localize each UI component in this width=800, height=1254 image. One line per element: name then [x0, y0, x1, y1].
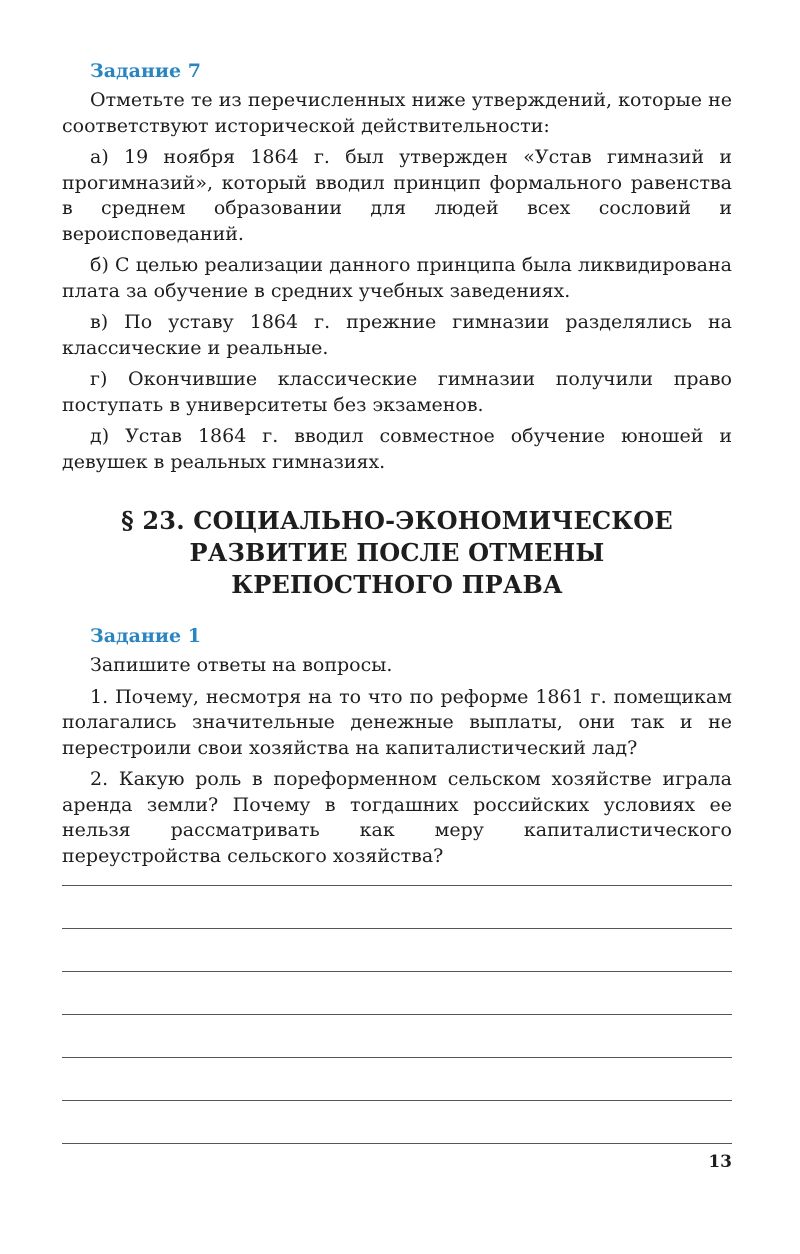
- answer-line[interactable]: [62, 885, 732, 886]
- answer-line[interactable]: [62, 928, 732, 929]
- task-1-question-1: 1. Почему, несмотря на то что по реформе 1861 г. помещикам полагались значительные денежные выплаты, они так и не перестроили свои хозяйства на капиталистический лад?: [62, 685, 732, 759]
- answer-line[interactable]: [62, 1143, 732, 1144]
- task-7-statement-a: а) 19 ноября 1864 г. был утвержден «Устав гимназий и прогимназий», который вводил принцип формального равенства в среднем образовании для людей всех сословий и вероисповеданий.: [62, 146, 732, 245]
- task-7-statement-d: д) Устав 1864 г. вводил совместное обучение юношей и девушек в реальных гимназиях.: [62, 425, 732, 473]
- task-1-question-2: 2. Какую роль в пореформенном сельском хозяйстве играла аренда земли? Почему в тогдашних российских условиях ее нельзя рассматривать как меру капиталистического переустройства сельского хозяйства?: [62, 768, 732, 867]
- task-7-statement-v: в) По уставу 1864 г. прежние гимназии разделялись на классические и реальные.: [62, 311, 732, 359]
- answer-line[interactable]: [62, 1100, 732, 1101]
- task-7-title: Задание 7: [90, 60, 201, 82]
- task-7-statement-g: г) Окончившие классические гимназии получили право поступать в университеты без экзаменов.: [62, 368, 732, 416]
- section-title-line-2: РАЗВИТИЕ ПОСЛЕ ОТМЕНЫ: [189, 538, 605, 567]
- task-1-title: Задание 1: [90, 625, 201, 647]
- task-7-intro: Отметьте те из перечисленных ниже утверждений, которые не соответствуют исторической действительности:: [62, 89, 732, 137]
- task-7-statement-b: б) С целью реализации данного принципа была ликвидирована плата за обучение в средних учебных заведениях.: [62, 254, 732, 302]
- task-1-intro: Запишите ответы на вопросы.: [90, 654, 393, 676]
- answer-line[interactable]: [62, 1057, 732, 1058]
- section-title-line-1: § 23. СОЦИАЛЬНО-ЭКОНОМИЧЕСКОЕ: [121, 506, 673, 535]
- page-number: 13: [708, 1152, 732, 1172]
- textbook-page: [62, 58, 732, 1144]
- section-title-line-3: КРЕПОСТНОГО ПРАВА: [231, 570, 563, 599]
- answer-line[interactable]: [62, 1014, 732, 1015]
- answer-lines: [62, 885, 732, 1144]
- section-title: [62, 505, 732, 601]
- answer-line[interactable]: [62, 971, 732, 972]
